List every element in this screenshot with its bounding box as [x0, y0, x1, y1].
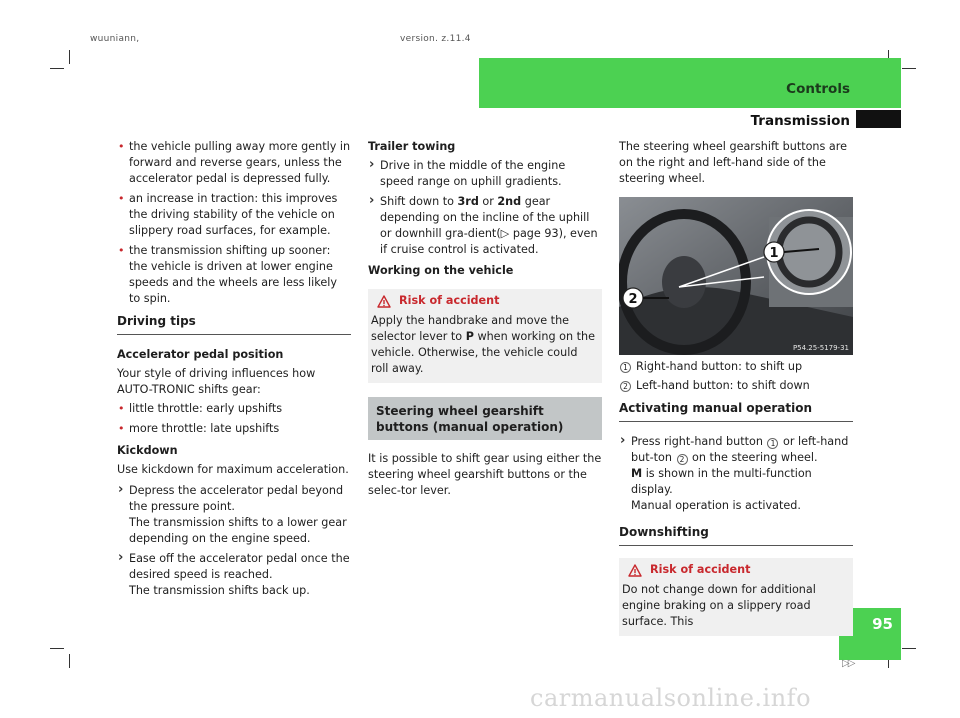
step-action: › Ease off the accelerator pedal once the desired speed is reached.: [129, 552, 350, 581]
list-item: • more throttle: late upshifts: [117, 421, 351, 437]
step-result: The transmission shifts to a lower gear depending on the engine speed.: [129, 516, 347, 545]
page-title: Transmission: [750, 113, 850, 129]
heading-steering-wheel-gearshift: Steering wheel gearshift buttons (manual operation): [368, 397, 602, 440]
crop-mark: [50, 648, 64, 649]
photo-code: P54.25-5179-31: [792, 344, 849, 352]
list-item: • little throttle: early upshifts: [117, 401, 351, 417]
callout-item: [619, 378, 853, 394]
step-action: › Depress the accelerator pedal beyond the pressure point.: [129, 484, 344, 513]
paragraph: Your style of driving influences how AUTO-TRONIC shifts gear:: [117, 367, 316, 396]
warning-title: Risk of accident: [628, 562, 849, 578]
callout-text: Left-hand button: to shift down: [636, 379, 810, 392]
warning-title: Risk of accident: [377, 293, 598, 309]
instruction-step: [117, 551, 351, 599]
page-number: 95: [872, 615, 893, 633]
instruction-step: › Drive in the middle of the engine speed range on uphill gradients.: [368, 158, 602, 190]
warning-box: [368, 289, 602, 383]
crop-mark: [50, 68, 64, 69]
paragraph: Use kickdown for maximum acceleration.: [117, 463, 349, 476]
heading-activating-manual: Activating manual operation: [619, 400, 853, 422]
list-item: • the transmission shifting up sooner: the vehicle is driven at lower engine speeds and the wheels are less likely to spin.: [117, 243, 351, 307]
instruction-step: › Shift down to 3rd or 2nd gear depending on the incline of the uphill or downhill gra-dient(▷ page 93), even if cruise control is activated.: [368, 194, 602, 258]
crop-mark: [69, 50, 70, 64]
column-middle: [368, 139, 602, 504]
step-result: The transmission shifts back up.: [129, 584, 310, 597]
crop-mark: [902, 68, 916, 69]
warning-text: Do not change down for additional engine braking on a slippery road surface. This: [622, 583, 816, 628]
column-right: [619, 139, 853, 650]
callout-number: 1: [620, 362, 631, 373]
column-left: [117, 139, 351, 603]
list-item: • the vehicle pulling away more gently in forward and reverse gears, unless the accelerator pedal is depressed fully.: [117, 139, 351, 187]
callout-number: 2: [620, 381, 631, 392]
heading-working-on-vehicle: Working on the vehicle: [368, 264, 514, 277]
warning-box: [619, 558, 853, 636]
header-version-fragment: version. z.11.4: [400, 34, 471, 42]
steering-wheel-photo: [619, 197, 853, 355]
section-label: Controls: [786, 81, 850, 97]
heading-downshifting: Downshifting: [619, 524, 853, 546]
heading-kickdown: Kickdown: [117, 444, 178, 457]
page-tab-marker: [856, 110, 901, 128]
callout-text: Right-hand button: to shift up: [636, 360, 803, 373]
instruction-step: › Press right-hand button 1 or left-hand but-ton 2 on the steering wheel. M is shown in the multi-function display. Manual operation is activated.: [619, 434, 853, 514]
watermark: carmanualsonline.info: [530, 684, 812, 712]
heading-accelerator: Accelerator pedal position: [117, 348, 284, 361]
photo-callout-2: 2: [628, 292, 638, 307]
crop-mark: [69, 654, 70, 668]
paragraph: It is possible to shift gear using either the steering wheel gearshift buttons or the selec-tor lever.: [368, 452, 602, 497]
continued-arrows-icon: ▷▷: [842, 658, 854, 669]
instruction-step: [117, 483, 351, 547]
warning-triangle-icon: [628, 564, 642, 577]
callout-item: [619, 359, 853, 375]
warning-text: Apply the handbrake and move the selector lever to P when working on the vehicle. Otherwise, the vehicle could roll away.: [371, 314, 595, 375]
crop-mark: [902, 648, 916, 649]
paragraph: The steering wheel gearshift buttons are on the right and left-hand side of the steering wheel.: [619, 140, 847, 185]
list-item: • an increase in traction: this improves the driving stability of the vehicle on slippery road surfaces, for example.: [117, 191, 351, 239]
photo-callout-1: 1: [769, 246, 779, 261]
warning-triangle-icon: [377, 295, 391, 308]
header-author-fragment: wuuniann,: [90, 34, 140, 42]
heading-trailer-towing: Trailer towing: [368, 140, 456, 153]
heading-driving-tips: Driving tips: [117, 313, 351, 335]
